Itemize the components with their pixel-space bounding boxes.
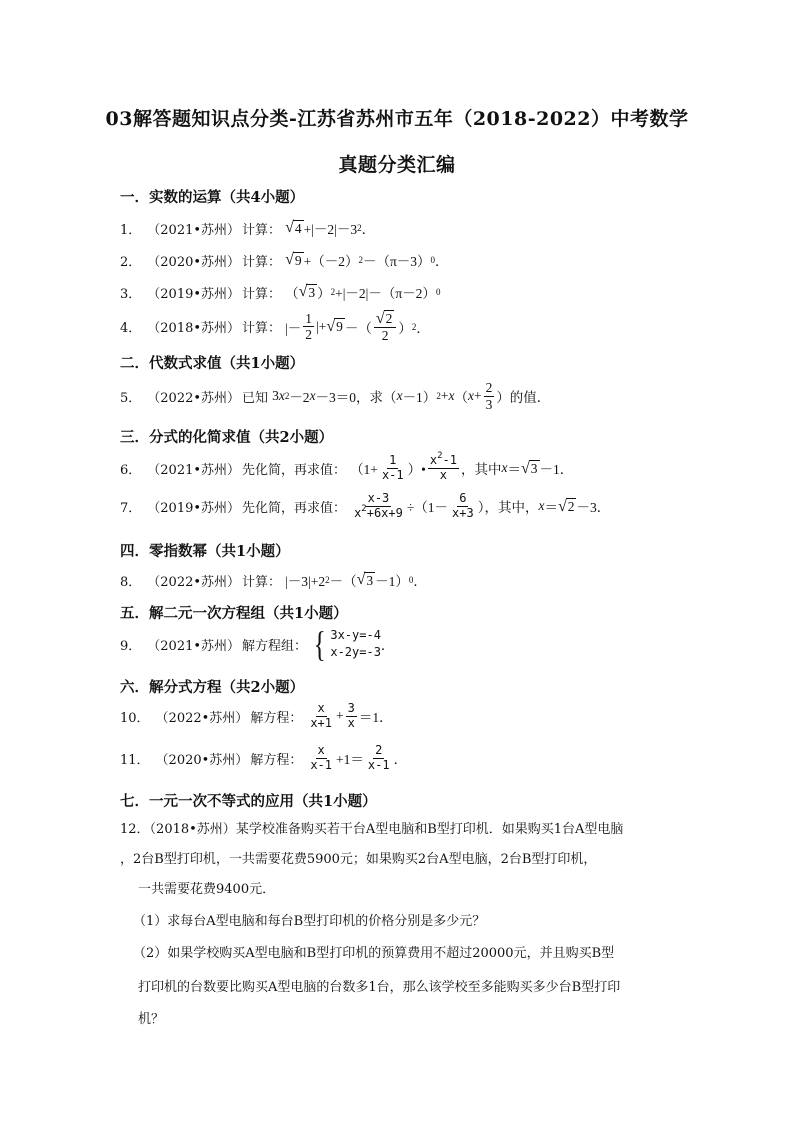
math-expression: √ 4 +|－2|－3 2 ． [285,219,376,237]
question-text: 解方程： [250,752,303,768]
question-source: （2018•苏州） [149,822,236,837]
section-heading-6: 六．解分式方程（共2小题） [120,679,305,696]
question-12-part2-line3: 机？ [138,1012,165,1027]
question-text: 计算： [242,574,282,590]
question-12-part2-line2: 打印机的台数要比购买A型电脑的台数多1台，那么该学校至多能购买多少台B型打印 [138,980,621,995]
question-7 [120,492,610,521]
question-12-line3: 一共需要花费9400元． [138,882,276,897]
math-expression: |－ $\frac{1}{2}$ |+ √ 9 －（ √ 2 2 ） 2 ． [285,309,430,343]
question-text: 计算： [242,321,282,337]
question-text: 解方程组： [242,638,308,654]
document-title-line1: 03解答题知识点分类-江苏省苏州市五年（2018-2022）中考数学 [105,108,689,130]
question-number: 9． [120,638,142,654]
question-source: （2022•苏州） [147,390,241,406]
question-text: 先化简，再求值： [242,500,347,516]
question-6 [120,451,574,483]
section-heading-5: 五．解二元一次方程组（共1小题） [120,605,348,622]
question-source: （2019•苏州） [147,286,241,302]
question-10 [120,702,393,731]
question-source: （2021•苏州） [147,222,241,238]
question-source: （2021•苏州） [147,462,241,478]
equation-system: { 3x-y=-4 x-2y=-3 ． [313,624,395,664]
question-text: 先化简，再求值： [242,462,347,478]
question-source: （2021•苏州） [147,638,241,654]
section-heading-1: 一．实数的运算（共4小题） [120,189,305,206]
question-source: （2018•苏州） [147,321,241,337]
question-5 [120,380,550,412]
question-number: 2． [120,254,142,270]
question-12-part2-line1: （2）如果学校购买A型电脑和B型打印机的预算费用不超过20000元，并且购买B型 [133,946,615,961]
question-source: （2022•苏州） [155,710,249,726]
section-heading-3: 三．分式的化简求值（共2小题） [120,429,334,446]
question-source: （2019•苏州） [147,500,241,516]
question-11 [120,744,407,773]
question-number: 8． [120,574,142,590]
document-title-line2: 真题分类汇编 [338,154,456,176]
math-expression: √ 9 +（－2） 2 －（π－3） 0 ． [285,251,449,269]
question-text: 解方程： [250,710,303,726]
question-8 [120,570,427,590]
question-source: （2022•苏州） [147,574,241,590]
math-expression: $\frac{x}{x-1}$ +1＝ $\frac{2}{x-1}$ ． [310,743,408,772]
question-source: （2020•苏州） [147,254,241,270]
question-number: 7． [120,500,142,516]
question-number: 11． [120,752,150,768]
question-4 [120,310,430,343]
question-text: 计算： [242,286,282,302]
math-expression: $\frac{x-3}{x^2+6x+9}$ ÷（1－ $\frac{6}{x+3}$ ），其中， x ＝ √ 2 －3． [354,491,611,520]
section-heading-2: 二．代数式求值（共1小题） [120,355,305,372]
math-expression: （ √ 3 ） 2 +|－2|－（π－2） 0 [285,283,441,301]
question-number: 6． [120,462,142,478]
section-heading-7: 七．一元一次不等式的应用（共1小题） [120,793,377,810]
math-expression: 3 x 2 －2 x －3＝0，求（ x －1） 2 + x （ x + $\frac{2}{3}$ ）的值． [272,380,551,412]
question-text: 已知 [242,390,269,406]
math-expression: |－3|+2 2 －（ √ 3 －1） 0 ． [285,571,427,589]
question-number: 3． [120,286,142,302]
math-expression: $\frac{x}{x+1}$ + $\frac{3}{x}$ ＝1． [310,701,393,730]
question-number: 4． [120,321,142,337]
question-2 [120,250,449,270]
question-12-part1: （1）求每台A型电脑和每台B型打印机的价格分别是多少元？ [133,914,486,929]
question-text: 计算： [242,254,282,270]
question-number: 12． [120,822,150,837]
question-12-line1 [120,820,623,840]
question-3 [120,282,440,302]
question-text: 计算： [242,222,282,238]
question-1 [120,218,375,238]
question-source: （2020•苏州） [155,752,249,768]
section-heading-4: 四．零指数幂（共1小题） [120,543,290,560]
math-expression: （1+ $\frac{1}{x-1}$ ）• $\frac{x^2-1}{x}$ ，其中 x ＝ √ 3 －1． [350,451,574,482]
question-number: 5． [120,390,142,406]
question-12-line2: ，2台B型打印机，一共需要花费5900元；如果购买2台A型电脑，2台B型打印机， [120,852,597,867]
question-number: 10． [120,710,150,726]
question-9 [120,626,394,662]
question-text: 某学校准备购买若干台A型电脑和B型打印机．如果购买1台A型电脑 [235,822,624,837]
question-number: 1． [120,222,142,238]
